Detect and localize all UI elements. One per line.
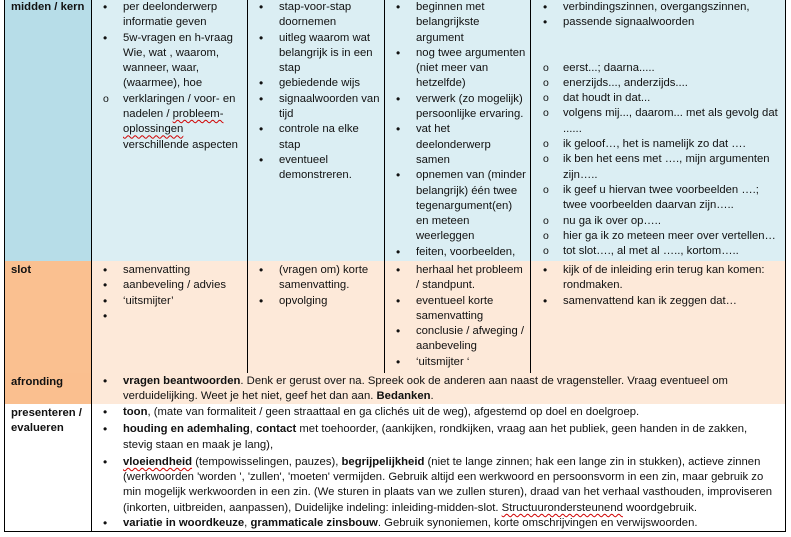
list-item-empty: [123, 309, 244, 324]
list-item: [123, 422, 779, 453]
list-item: • opnemen van (minder belangrijk) één twee tegenargument(en) en meteen weerleggen: [416, 168, 527, 244]
slot-col3: [384, 261, 531, 373]
misspelled-word: probleem-oplossingen: [123, 108, 224, 136]
list-item: • beginnen met belangrijkste argument: [416, 0, 527, 46]
midden-col1: [91, 0, 248, 261]
slot-col2: [247, 261, 385, 373]
list-subitem: o hier ga ik zo meteen meer over vertellen…: [563, 229, 781, 244]
list-item: • (vragen om) korte samenvatting.: [279, 263, 381, 294]
list-subitem: o ik geloof…, het is namelijk zo dat ….: [563, 137, 781, 152]
list-item: • vat het deelonderwerp samen: [416, 122, 527, 168]
row-afronding: [4, 373, 786, 405]
list-item: • opvolging: [279, 294, 381, 309]
item-text: ,: [249, 423, 257, 436]
item-text: . Denk er gerust over na. Spreek ook de anderen aan naast de vragensteller. Vraag eventueel om verduidelijking. Weet je het niet, geef het dan aan.: [123, 375, 728, 403]
bullet-list: [92, 0, 248, 153]
list-item: • herhaal het probleem / standpunt.: [416, 263, 527, 294]
list-item: • samenvattend kan ik zeggen dat…: [563, 294, 781, 309]
list-item: • nog twee argumenten (niet meer van hetzelfde): [416, 46, 527, 92]
list-item: [123, 405, 779, 420]
list-item: • conclusie / afweging / aanbeveling: [416, 324, 527, 355]
list-item: [123, 455, 779, 516]
bold-phrase: contact: [256, 423, 297, 436]
item-text: woordgebruik.: [622, 501, 697, 514]
item-text: .: [430, 390, 434, 403]
misspelled-bold-phrase: vloeiendheid: [123, 455, 193, 468]
list-subitem: [123, 92, 244, 153]
row-label: presenteren / evalueren: [11, 407, 82, 434]
midden-col4: [530, 0, 786, 261]
presenteren-content: [91, 404, 786, 531]
item-text: ,: [244, 517, 251, 530]
list-subitem: o volgens mij..., daarom... met als gevolg dat ......: [563, 106, 781, 137]
bold-phrase: grammaticale zinsbouw: [250, 517, 378, 530]
list-item: [123, 374, 779, 404]
misspelled-word: Structuurondersteunend: [501, 501, 623, 514]
midden-col3: [384, 0, 531, 261]
list-item: • eventueel demonstreren.: [279, 153, 381, 184]
list-item: • kijk of de inleiding erin terug kan komen: rondmaken.: [563, 263, 781, 294]
spacer: [563, 31, 781, 61]
item-text: met toehoorder, (aankijken, rondkijken, vraag aan het publiek, geen handen in de zakken, stevig staan en maak je lang),: [123, 423, 748, 451]
bullet-list: [531, 261, 785, 309]
row-label-cell: [4, 261, 92, 373]
row-label: slot: [11, 264, 32, 276]
list-subitem: o ik geef u hiervan twee voorbeelden ….; twee voorbeelden daarvan zijn…..: [563, 183, 781, 214]
list-item: • 5w-vragen en h-vraag Wie, wat , waarom, wanneer, waar, (waarmee), hoe: [123, 31, 244, 92]
bold-phrase: toon: [123, 406, 148, 418]
list-subitem: o eerst...; daarna.....: [563, 61, 781, 76]
item-text: (niet te lange zinnen; hak een lange zin in stukken), actieve zinnen (werkwoorden 'worden ', 'zullen', 'moeten' vermijden. Gebruik altijd een werkwoord en persoonsvorm in een zin, maar gebruik zo min mogelijk werkwoorden in een zin. (We sturen in plaats van we zullen sturen), draad van het verhaal vasthouden, improviseren (inkorten, uitbreiden, aanpassen), Duidelijke indeling: inleiding-midden-slot.: [123, 455, 773, 514]
bold-phrase: vragen beantwoorden: [123, 375, 241, 387]
bold-phrase: variatie in woordkeuze: [123, 517, 245, 530]
bullet-list: [92, 404, 785, 531]
list-item: • per deelonderwerp informatie geven: [123, 0, 244, 31]
bullet-list: [531, 0, 785, 259]
list-item: • eventueel korte samenvatting: [416, 294, 527, 325]
row-slot: [4, 261, 786, 374]
list-item: • ‘uitsmijter’: [123, 294, 244, 309]
list-item: • passende signaalwoorden: [563, 15, 781, 30]
list-item: • ‘uitsmijter ‘: [416, 355, 527, 370]
list-subitem: o nu ga ik over op…..: [563, 214, 781, 229]
subitem-text: verklaringen / voor- en nadelen /: [123, 92, 236, 121]
slot-col4: [530, 261, 786, 373]
list-item: • gebiedende wijs: [279, 76, 381, 91]
list-subitem: o enerzijds..., anderzijds....: [563, 76, 781, 91]
slot-col1: [91, 261, 248, 373]
item-text: (tempowisselingen, pauzes),: [192, 455, 342, 468]
list-item: • stap-voor-stap doornemen: [279, 0, 381, 31]
list-subitem: o dat houdt in dat...: [563, 91, 781, 106]
subitem-text: verschillende aspecten: [123, 138, 238, 151]
row-midden-kern: [4, 0, 786, 262]
item-text: . Gebruik synoniemen, korte omschrijvingen en verwijswoorden.: [377, 517, 698, 530]
bullet-list: [385, 261, 531, 370]
list-item: • verwerk (zo mogelijk) persoonlijke ervaring.: [416, 92, 527, 123]
bullet-list: [385, 0, 531, 261]
afronding-content: [91, 373, 786, 404]
midden-col2: [247, 0, 385, 261]
row-label-cell: [4, 373, 92, 404]
bullet-list: [248, 261, 385, 309]
list-item: • aanbeveling / advies: [123, 278, 244, 293]
row-presenteren: [4, 404, 786, 532]
bold-phrase: begrijpelijkheid: [341, 455, 425, 468]
bullet-list: [92, 373, 785, 404]
list-item: • uitleg waarom wat belangrijk is in een stap: [279, 31, 381, 77]
row-label-cell: [4, 0, 92, 261]
list-subitem: o tot slot…., al met al ….., kortom…..: [563, 244, 781, 259]
bullet-list: [248, 0, 385, 184]
list-item: • feiten, voorbeelden,: [416, 245, 527, 261]
list-item: • verbindingszinnen, overgangszinnen,: [563, 0, 781, 15]
row-label: afronding: [11, 376, 64, 388]
item-text: , (mate van formaliteit / geen straattaal en ga clichés uit de weg), afgestemd op doel en doelgroep.: [147, 406, 640, 418]
bold-phrase: Bedanken: [376, 390, 431, 403]
list-item: [123, 516, 779, 531]
bold-phrase: houding en ademhaling: [123, 423, 250, 436]
row-label: midden / kern: [11, 1, 85, 13]
bullet-list: [92, 261, 248, 324]
list-item: • signaalwoorden van tijd: [279, 92, 381, 123]
list-item: • controle na elke stap: [279, 122, 381, 153]
row-label-cell: [4, 404, 92, 531]
list-subitem: o ik ben het eens met …., mijn argumenten zijn…..: [563, 152, 781, 183]
list-item: • samenvatting: [123, 263, 244, 278]
